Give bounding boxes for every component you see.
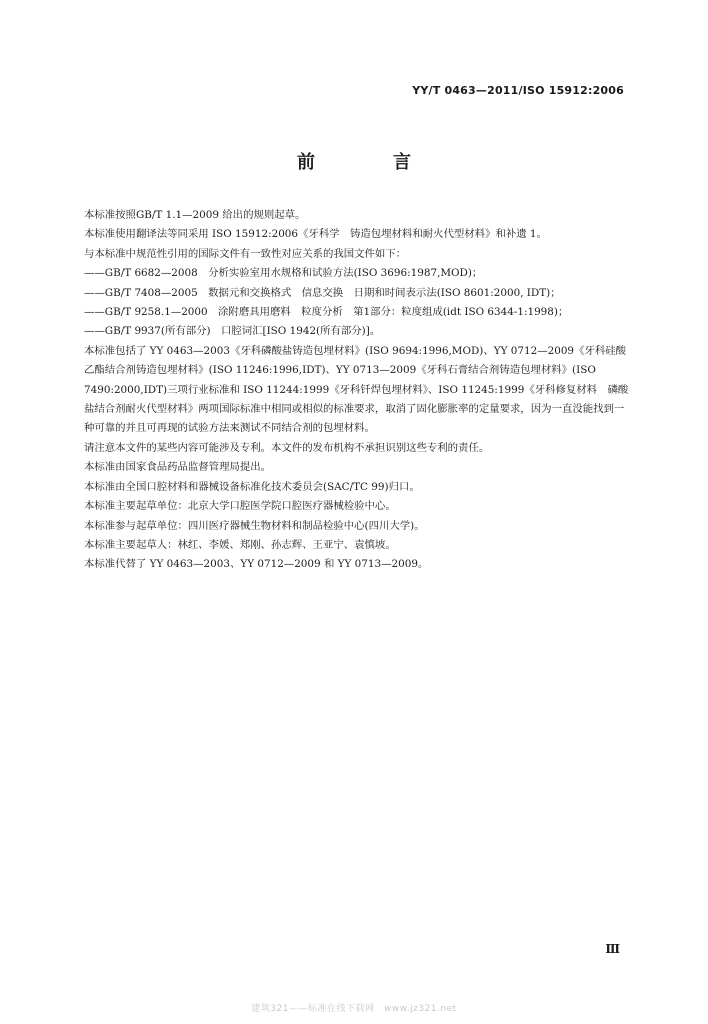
reference-item: ——GB/T 9258.1—2000 涂附磨具用磨料 粒度分析 第1部分：粒度组成(idt ISO 6344-1:1998)； xyxy=(84,306,569,319)
document-body xyxy=(84,206,632,575)
page-title: 前 言 xyxy=(297,152,441,173)
replacement-paragraph: 本标准代替了 YY 0463—2003、YY 0712—2009 和 YY 0713—2009。 xyxy=(84,558,429,571)
scope-paragraph: 本标准包括了 YY 0463—2003《牙科磷酸盐铸造包埋材料》(ISO 9694:1996,MOD)、YY 0712—2009《牙科硅酸乙酯结合剂铸造包埋材料》(ISO 11246:1996,IDT)、YY 0713—2009《牙科石膏结合剂铸造包埋材料》(ISO 7490:2000,IDT)三项行业标准和 ISO 11244:1999《牙科钎焊包埋材料》、ISO 11245:1999《牙科修复材料 磷酸盐结合剂耐火代型材料》两项国际标准中相同或相似的标准要求，取消了固化膨胀率的定量要求，因为一直没能找到一种可靠的并且可再现的试验方法来测试不同结合剂的包埋材料。 xyxy=(84,344,629,435)
page-number: Ⅲ xyxy=(605,942,620,956)
reference-item: ——GB/T 6682—2008 分析实验室用水规格和试验方法(ISO 3696:1987,MOD)； xyxy=(84,267,483,280)
patent-notice-paragraph: 请注意本文件的某些内容可能涉及专利。本文件的发布机构不承担识别这些专利的责任。 xyxy=(84,441,490,454)
main-drafter-unit-paragraph: 本标准主要起草单位：北京大学口腔医学院口腔医疗器械检验中心。 xyxy=(84,500,396,513)
standard-code: YY/T 0463—2011/ISO 15912:2006 xyxy=(412,84,624,97)
references-intro-paragraph: 与本标准中规范性引用的国际文件有一致性对应关系的我国文件如下： xyxy=(84,247,407,260)
adoption-paragraph: 本标准使用翻译法等同采用 ISO 15912:2006《牙科学 铸造包埋材料和耐火代型材料》和补遗 1。 xyxy=(84,228,547,241)
participating-unit-paragraph: 本标准参与起草单位：四川医疗器械生物材料和制品检验中心(四川大学)。 xyxy=(84,519,425,532)
drafters-paragraph: 本标准主要起草人：林红、李媛、郑刚、孙志辉、王亚宁、袁慎坡。 xyxy=(84,538,396,551)
proposer-paragraph: 本标准由国家食品药品监督管理局提出。 xyxy=(84,461,272,474)
watermark: 建筑321——标准在线下载网 www.jz321.net xyxy=(251,1004,457,1014)
drafting-rule-paragraph: 本标准按照GB/T 1.1—2009 给出的规则起草。 xyxy=(84,209,306,221)
reference-item: ——GB/T 7408—2005 数据元和交换格式 信息交换 日期和时间表示法(ISO 8601:2000, IDT)； xyxy=(84,286,561,299)
committee-paragraph: 本标准由全国口腔材料和器械设备标准化技术委员会(SAC/TC 99)归口。 xyxy=(84,480,420,493)
reference-item: ——GB/T 9937(所有部分) 口腔词汇[ISO 1942(所有部分)]。 xyxy=(84,325,381,338)
